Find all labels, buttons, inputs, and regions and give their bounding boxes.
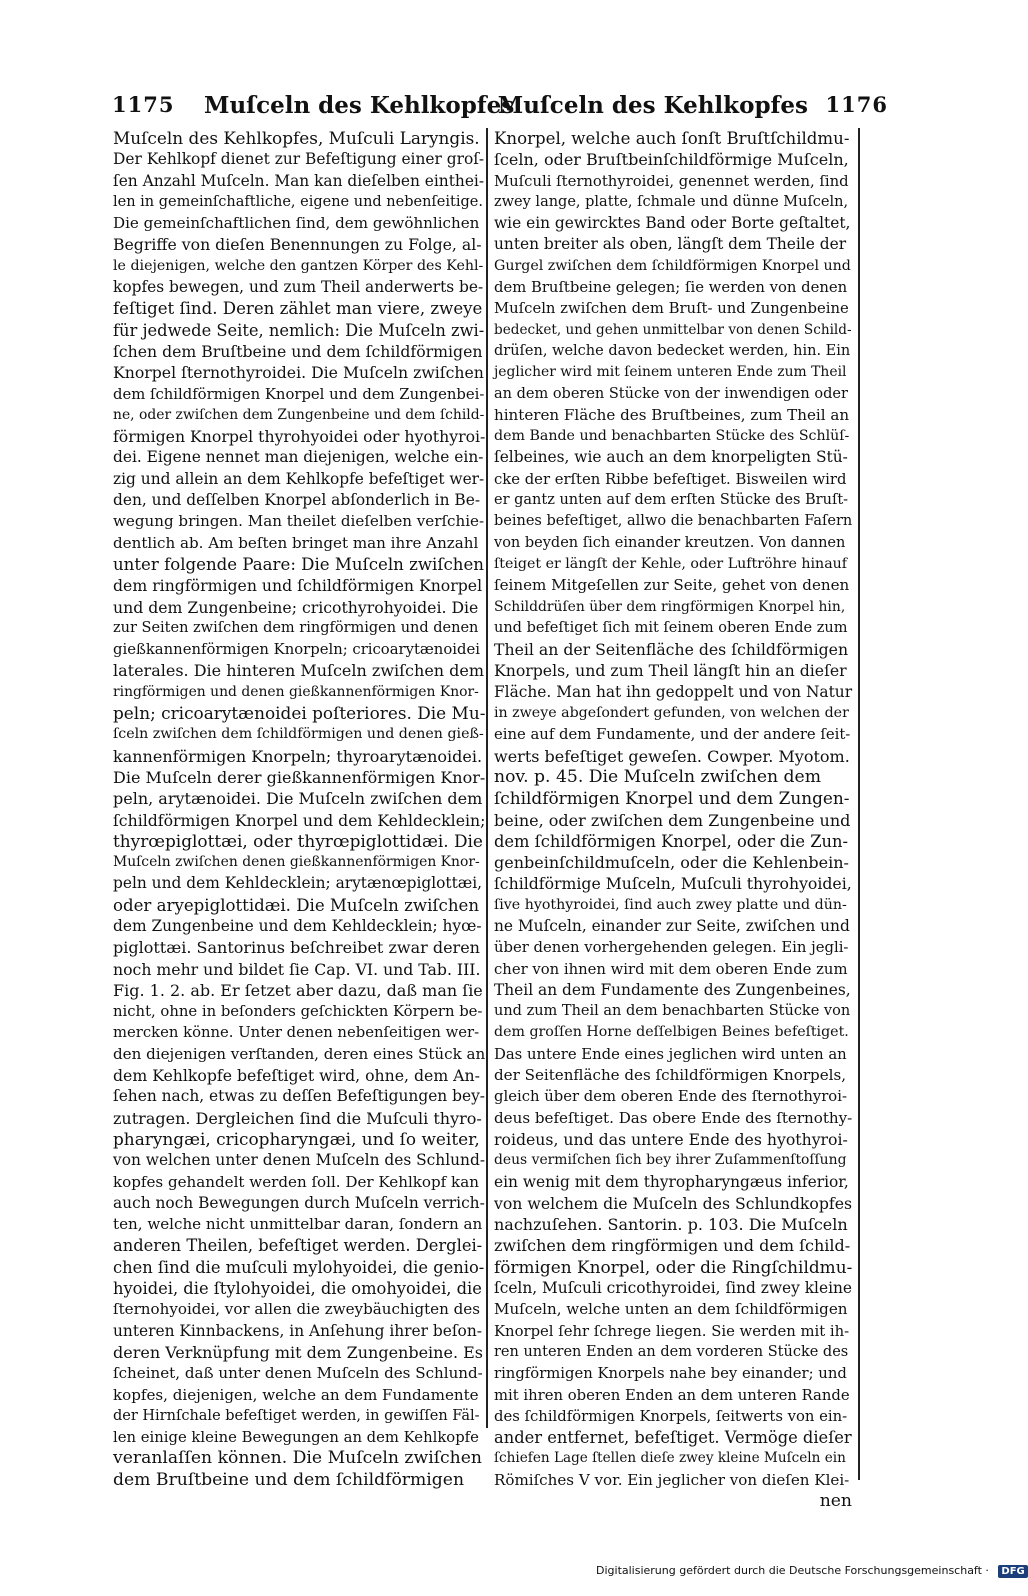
text-line: nicht, ohne in beſonders geſchickten Körpern be-: [113, 1003, 483, 1021]
text-line: oder aryepiglottidæi. Die Muſceln zwiſchen: [113, 895, 480, 915]
text-line: Schilddrüſen über dem ringförmigen Knorpel hin,: [494, 598, 846, 615]
text-line: peln und dem Kehldecklein; arytænœpiglottæi,: [113, 874, 483, 893]
text-line: für jedwede Seite, nemlich: Die Muſceln zwi-: [113, 320, 485, 340]
text-line: nov. p. 45. Die Muſceln zwiſchen dem: [494, 766, 822, 787]
footer-credit: Digitalisierung gefördert durch die Deutsche Forschungsgemeinschaft ·: [596, 1564, 989, 1577]
text-line: Muſculi ſternothyroidei, genennet werden, ſind: [494, 172, 849, 190]
text-line: mit ihren oberen Enden an dem unteren Rande: [494, 1386, 850, 1404]
text-line: ſteiget er längſt der Kehle, oder Luftröhre hinauf: [494, 555, 848, 572]
right-text-column: [494, 128, 852, 1512]
text-line: peln; cricoarytænoidei poſteriores. Die Mu-: [113, 703, 486, 724]
text-line: dem ſchildförmigen Knorpel und dem Zungenbei-: [113, 385, 485, 403]
text-line: deren Verknüpfung mit dem Zungenbeine. Es: [113, 1342, 484, 1362]
text-line: dem groſſen Horne deſſelbigen Beines befeſtiget.: [494, 1024, 849, 1041]
text-line: dem Kehlkopfe befeſtiget wird, ohne, dem An-: [113, 1066, 480, 1086]
text-line: von welchem die Muſceln des Schlundkopfes: [494, 1193, 853, 1213]
text-line: und befeſtiget ſich mit ſeinem oberen Ende zum: [494, 619, 848, 636]
text-line: gießkannenförmigen Knorpeln; cricoarytænoidei: [113, 641, 480, 659]
text-line: zig und allein an dem Kehlkopfe befeſtiget wer-: [113, 469, 485, 488]
text-line: ſceln zwiſchen dem ſchildförmigen und denen gieß-: [113, 726, 484, 743]
text-line: beine, oder zwiſchen dem Zungenbeine und: [494, 810, 851, 830]
text-line: cke der erſten Ribbe befeſtiget. Bisweilen wird: [494, 470, 847, 488]
text-line: wie ein gewircktes Band oder Borte geſtaltet,: [494, 214, 851, 233]
text-line: gleich über dem oberen Ende des ſternothyroi-: [494, 1088, 847, 1106]
text-line: ſceln, oder Bruſtbeinſchildförmige Muſceln,: [494, 150, 849, 170]
text-line: dem ſchildförmigen Knorpel, oder die Zun-: [494, 831, 849, 851]
text-line: Muſceln des Kehlkopfes, Muſculi Laryngis.: [113, 128, 480, 148]
text-line: Theil an der Seitenfläche des ſchildförmigen: [494, 640, 849, 660]
text-line: dem Bande und benachbarten Stücke des Schlüſ-: [494, 428, 850, 445]
text-line: dem Bruſtbeine und dem ſchildförmigen: [113, 1469, 465, 1490]
text-line: Fig. 1. 2. ab. Er ſetzet aber dazu, daß man ſie: [113, 980, 483, 1000]
text-line: Römiſches V vor. Ein jeglicher von dieſen Klei-: [494, 1470, 850, 1489]
text-line: der Seitenfläche des ſchildförmigen Knorpels,: [494, 1066, 847, 1085]
text-line: cher von ihnen wird mit dem oberen Ende zum: [494, 960, 848, 978]
page-number-right: 1176: [825, 92, 888, 117]
text-line: Die gemeinſchaftlichen ſind, dem gewöhnlichen: [113, 214, 480, 233]
text-line: veranlaſſen können. Die Muſceln zwiſchen: [113, 1448, 482, 1469]
running-title-right: Muſceln des Kehlkopfes: [497, 92, 808, 119]
text-line: ſchildförmigen Knorpel und dem Zungen-: [494, 788, 850, 809]
text-line: eine auf dem Fundamente, und der andere ſeit-: [494, 726, 851, 744]
text-line: dem Zungenbeine und dem Kehldecklein; hyœ-: [113, 916, 482, 935]
text-line: jeglicher wird mit ſeinem unteren Ende zum Theil: [494, 364, 847, 381]
text-line: chen ſind die muſculi mylohyoidei, die genio-: [113, 1257, 485, 1277]
text-line: noch mehr und bildet ſie Cap. VI. und Tab. III.: [113, 959, 481, 979]
text-line: zur Seiten zwiſchen dem ringförmigen und denen: [113, 619, 479, 636]
text-line: förmigen Knorpel, oder die Ringſchildmu-: [494, 1256, 853, 1277]
text-line: er gantz unten auf dem erſten Stücke des Bruſt-: [494, 492, 849, 509]
text-line: Knorpel ſehr ſchrege liegen. Sie werden mit ih-: [494, 1322, 850, 1340]
text-line: wegung bringen. Man theilet dieſelben verſchie-: [113, 512, 485, 531]
text-line: von beyden ſich einander kreutzen. Von dannen: [494, 534, 846, 551]
text-line: feſtiget ſind. Deren zählet man viere, zweye: [113, 299, 483, 319]
text-line: beines befeſtiget, allwo die benachbarten Faſern: [494, 513, 853, 530]
text-line: roideus, und das untere Ende des hyothyroi-: [494, 1129, 848, 1149]
text-line: ringförmigen Knorpels nahe bey einander; und: [494, 1365, 847, 1383]
text-line: ſchildförmige Muſceln, Muſculi thyrohyoidei,: [494, 874, 852, 894]
text-line: ren unteren Enden an dem vorderen Stücke des: [494, 1343, 849, 1360]
text-line: ſehen nach, etwas zu deſſen Befeſtigungen bey-: [113, 1087, 485, 1106]
text-line: Die Muſceln derer gießkannenförmigen Knor-: [113, 767, 486, 787]
text-line: dentlich ab. Am beſten bringet man ihre Anzahl: [113, 533, 479, 552]
text-line: ſcheinet, daß unter denen Muſceln des Schlund-: [113, 1364, 483, 1383]
text-line: der Hirnſchale befeſtiget werden, in gewiſſen Fäl-: [113, 1407, 480, 1424]
text-line: über denen vorhergehenden gelegen. Ein jegli-: [494, 939, 849, 957]
text-line: werts befeſtiget geweſen. Cowper. Myotom.: [494, 746, 850, 766]
text-line: kopfes bewegen, und zum Theil anderwerts be-: [113, 278, 484, 297]
text-line: Muſceln zwiſchen dem Bruſt- und Zungenbeine: [494, 300, 849, 318]
text-line: auch noch Bewegungen durch Muſceln verrich-: [113, 1193, 485, 1212]
text-line: unten breiter als oben, längſt dem Theile der: [494, 235, 847, 254]
text-line: genbeinſchildmuſceln, oder die Kehlenbein-: [494, 853, 849, 873]
text-line: ſceln, Muſculi cricothyroidei, ſind zwey kleine: [494, 1279, 853, 1298]
text-line: mercken könne. Unter denen nebenſeitigen wer-: [113, 1024, 480, 1042]
text-line: ſen Anzahl Muſceln. Man kan dieſelben einthei-: [113, 171, 485, 190]
text-line: len in gemeinſchaftliche, eigene und nebenſeitige.: [113, 193, 483, 210]
text-line: le diejenigen, welche den gantzen Körper des Kehl-: [113, 257, 484, 274]
text-line: ſeinem Mitgeſellen zur Seite, gehet von denen: [494, 576, 850, 595]
text-line: kopfes gehandelt werden ſoll. Der Kehlkopf kan: [113, 1172, 479, 1191]
text-line: deus befeſtiget. Das obere Ende des ſternothy-: [494, 1108, 853, 1127]
text-line: zwiſchen dem ringförmigen und dem ſchild-: [494, 1236, 851, 1256]
text-line: ein wenig mit dem thyropharyngæus inferior,: [494, 1172, 849, 1191]
text-line: ne, oder zwiſchen dem Zungenbeine und dem ſchild-: [113, 406, 485, 423]
text-line: anderen Theilen, befeſtiget werden. Derglei-: [113, 1236, 483, 1256]
text-line: ander entfernet, befeſtiget. Vermöge dieſer: [494, 1428, 852, 1448]
text-line: Knorpels, und zum Theil längſt hin an dieſer: [494, 661, 847, 681]
dfg-logo: DFG: [998, 1565, 1027, 1578]
text-line: ſchiefen Lage ſtellen dieſe zwey kleine Muſceln ein: [494, 1450, 846, 1467]
text-line: Gurgel zwiſchen dem ſchildförmigen Knorpel und: [494, 257, 851, 274]
text-line: ne Muſceln, einander zur Seite, zwiſchen und: [494, 916, 850, 935]
text-line: Knorpel, welche auch ſonſt Bruſtſchildmu-: [494, 129, 850, 148]
text-line: Theil an dem Fundamente des Zungenbeines,: [494, 980, 851, 999]
text-line: pharyngæi, cricopharyngæi, und ſo weiter,: [113, 1128, 480, 1149]
text-line: Der Kehlkopf dienet zur Befeſtigung einer groſ-: [113, 150, 485, 169]
running-header: [112, 92, 888, 126]
text-line: len einige kleine Bewegungen an dem Kehlkopfe: [113, 1429, 479, 1447]
text-line: an dem oberen Stücke von der inwendigen oder: [494, 385, 848, 402]
text-line: peln, arytænoidei. Die Muſceln zwiſchen dem: [113, 789, 483, 809]
text-line: laterales. Die hinteren Muſceln zwiſchen dem: [113, 661, 485, 681]
left-text-column: [113, 128, 485, 1491]
text-line: Das untere Ende eines jeglichen wird unten an: [494, 1045, 847, 1063]
digitization-footer: [596, 1564, 1028, 1578]
text-line: bedecket, und gehen unmittelbar von denen Schild-: [494, 321, 852, 338]
text-line: piglottæi. Santorinus beſchreibet zwar deren: [113, 938, 480, 958]
page-edge-rule: [858, 128, 860, 1480]
column-divider: [486, 128, 488, 1428]
text-line: und zum Theil an dem benachbarten Stücke von: [494, 1003, 851, 1020]
text-line: ſelbeines, wie auch an dem knorpeligten Stü-: [494, 448, 848, 467]
text-line: ten, welche nicht unmittelbar daran, ſondern an: [113, 1215, 483, 1234]
text-line: unteren Kinnbackens, in Anſehung ihrer beſon-: [113, 1321, 482, 1340]
text-line: Begriffe von dieſen Benennungen zu Folge, al-: [113, 235, 482, 255]
text-line: drüſen, welche davon bedecket werden, hin. Ein: [494, 342, 851, 359]
text-line: kannenförmigen Knorpeln; thyroarytænoidei.: [113, 746, 483, 766]
text-line: hyoidei, die ſtylohyoidei, die omohyoidei, die: [113, 1279, 482, 1299]
text-line: ringförmigen und denen gießkannenförmigen Knor-: [113, 683, 479, 700]
text-line: Muſceln zwiſchen denen gießkannenförmigen Knor-: [113, 854, 480, 871]
text-line: zutragen. Dergleichen ſind die Muſculi thyro-: [113, 1108, 482, 1128]
text-line: und dem Zungenbeine; cricothyrohyoidei. Die: [113, 597, 479, 617]
text-line: ſchildförmigen Knorpel und dem Kehldecklein;: [113, 810, 486, 830]
text-line: deus vermiſchen ſich bey ihrer Zuſammenſtoſſung: [494, 1152, 847, 1169]
text-line: ſchen dem Bruſtbeine und dem ſchildförmigen: [113, 341, 483, 361]
text-line: Knorpel ſternothyroidei. Die Muſceln zwiſchen: [113, 363, 484, 383]
text-line: dem ringförmigen und ſchildförmigen Knorpel: [113, 576, 483, 596]
text-line: kopfes, diejenigen, welche an dem Fundamente: [113, 1385, 479, 1404]
text-line: ſternohyoidei, vor allen die zweybäuchigten des: [113, 1300, 480, 1319]
text-line: nachzuſehen. Santorin. p. 103. Die Muſceln: [494, 1215, 848, 1235]
text-line: ſive hyothyroidei, ſind auch zwey platte und dün-: [494, 896, 847, 913]
text-line: den diejenigen verſtanden, deren eines Stück an: [113, 1044, 486, 1063]
text-line: Muſceln, welche unten an dem ſchildförmigen: [494, 1300, 848, 1319]
text-line: in zweye abgeſondert gefunden, von welchen der: [494, 705, 849, 722]
text-line: förmigen Knorpel thyrohyoidei oder hyothyroi-: [113, 427, 486, 447]
running-title-left: Muſceln des Kehlkopfes: [204, 92, 515, 119]
text-line: des ſchildförmigen Knorpels, ſeitwerts von ein-: [494, 1407, 848, 1425]
text-line: von welchen unter denen Muſceln des Schlund-: [113, 1151, 486, 1170]
text-line: thyrœpiglottæi, oder thyrœpiglottidæi. Die: [113, 830, 483, 851]
text-line: Fläche. Man hat ihn gedoppelt und von Natur: [494, 682, 853, 701]
text-line: dem Bruſtbeine gelegen; ſie werden von denen: [494, 279, 848, 297]
page-number-left: 1175: [112, 92, 175, 117]
text-line: nen: [819, 1491, 852, 1511]
text-line: hinteren Fläche des Bruſtbeines, zum Theil an: [494, 405, 850, 424]
text-line: den, und deſſelben Knorpel abſonderlich in Be-: [113, 491, 481, 510]
text-line: dei. Eigene nennet man diejenigen, welche ein-: [113, 448, 484, 467]
text-line: unter folgende Paare: Die Muſceln zwiſchen: [113, 554, 484, 574]
text-line: zwey lange, platte, ſchmale und dünne Muſceln,: [494, 193, 849, 210]
